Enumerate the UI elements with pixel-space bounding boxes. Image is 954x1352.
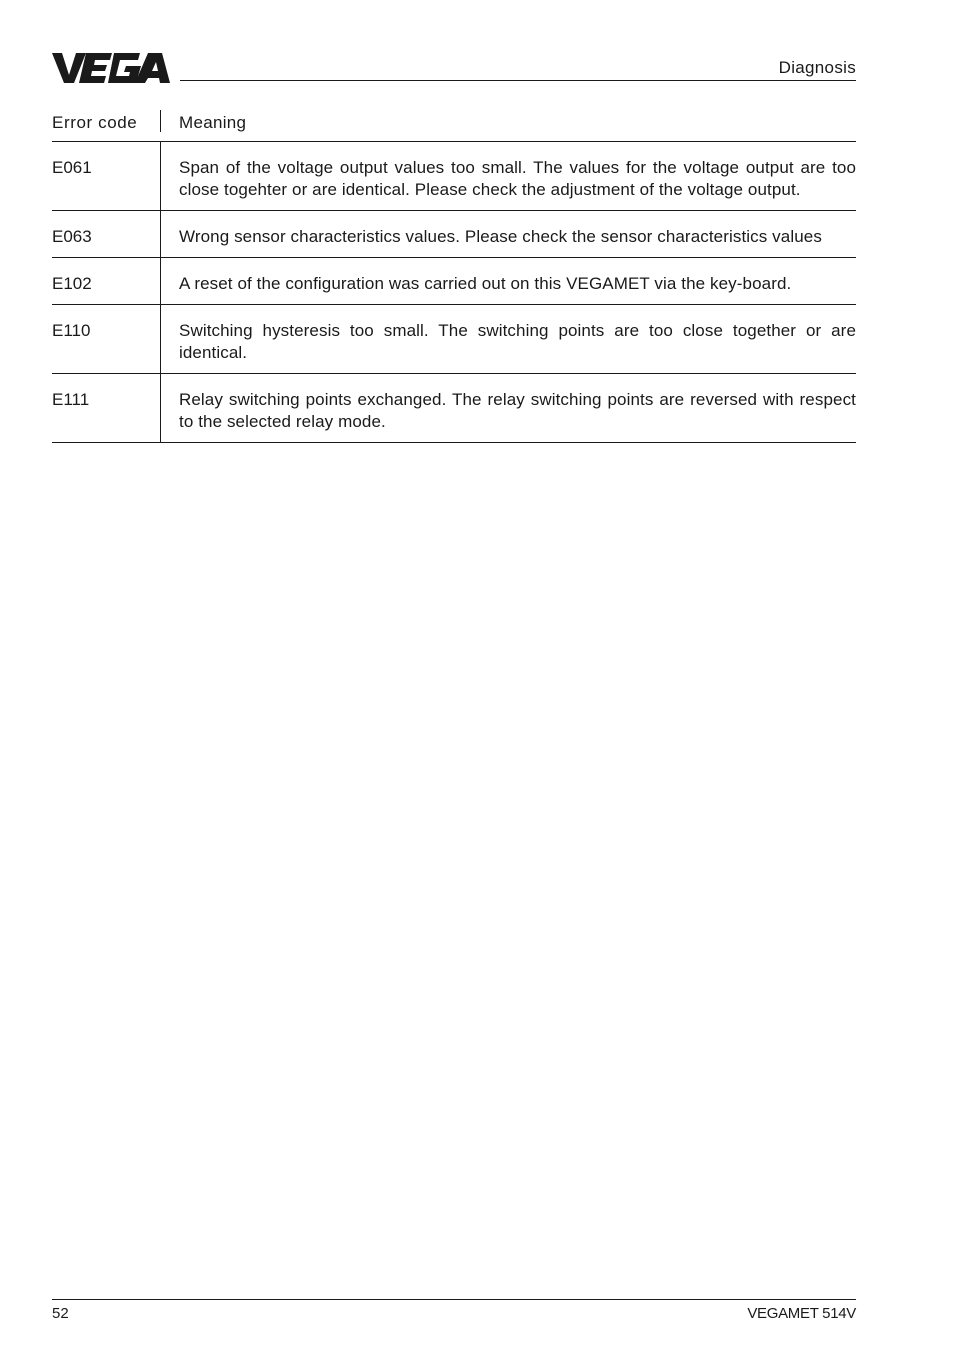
error-code: E061 (52, 142, 161, 210)
table-row (52, 374, 856, 443)
product-name: VEGAMET 514V (747, 1305, 856, 1322)
error-code: E110 (52, 305, 161, 373)
section-title: Diagnosis (778, 58, 856, 77)
column-header-error-code: Error code (52, 110, 161, 132)
error-meaning: Span of the voltage output values too small. The values for the voltage output are too close togehter or are identical. Please check the adjustment of the voltage output. (179, 158, 856, 199)
error-code-table (52, 110, 856, 443)
table-row (52, 305, 856, 374)
column-header-meaning: Meaning (179, 113, 247, 132)
table-header (52, 110, 856, 142)
table-row (52, 142, 856, 211)
error-meaning: Switching hysteresis too small. The switching points are too close together or are identical. (179, 321, 856, 362)
table-row (52, 258, 856, 305)
error-code: E063 (52, 211, 161, 257)
page-number: 52 (52, 1305, 69, 1322)
footer-rule (52, 1299, 856, 1300)
error-meaning: Wrong sensor characteristics values. Please check the sensor characteristics values (179, 227, 822, 246)
error-meaning: A reset of the configuration was carried out on this VEGAMET via the key-board. (179, 274, 792, 293)
header-rule (180, 80, 856, 81)
vega-logo (52, 51, 172, 85)
table-row (52, 211, 856, 258)
error-meaning: Relay switching points exchanged. The relay switching points are reversed with respect to the selected relay mode. (179, 390, 856, 431)
error-code: E102 (52, 258, 161, 304)
error-code: E111 (52, 374, 161, 442)
